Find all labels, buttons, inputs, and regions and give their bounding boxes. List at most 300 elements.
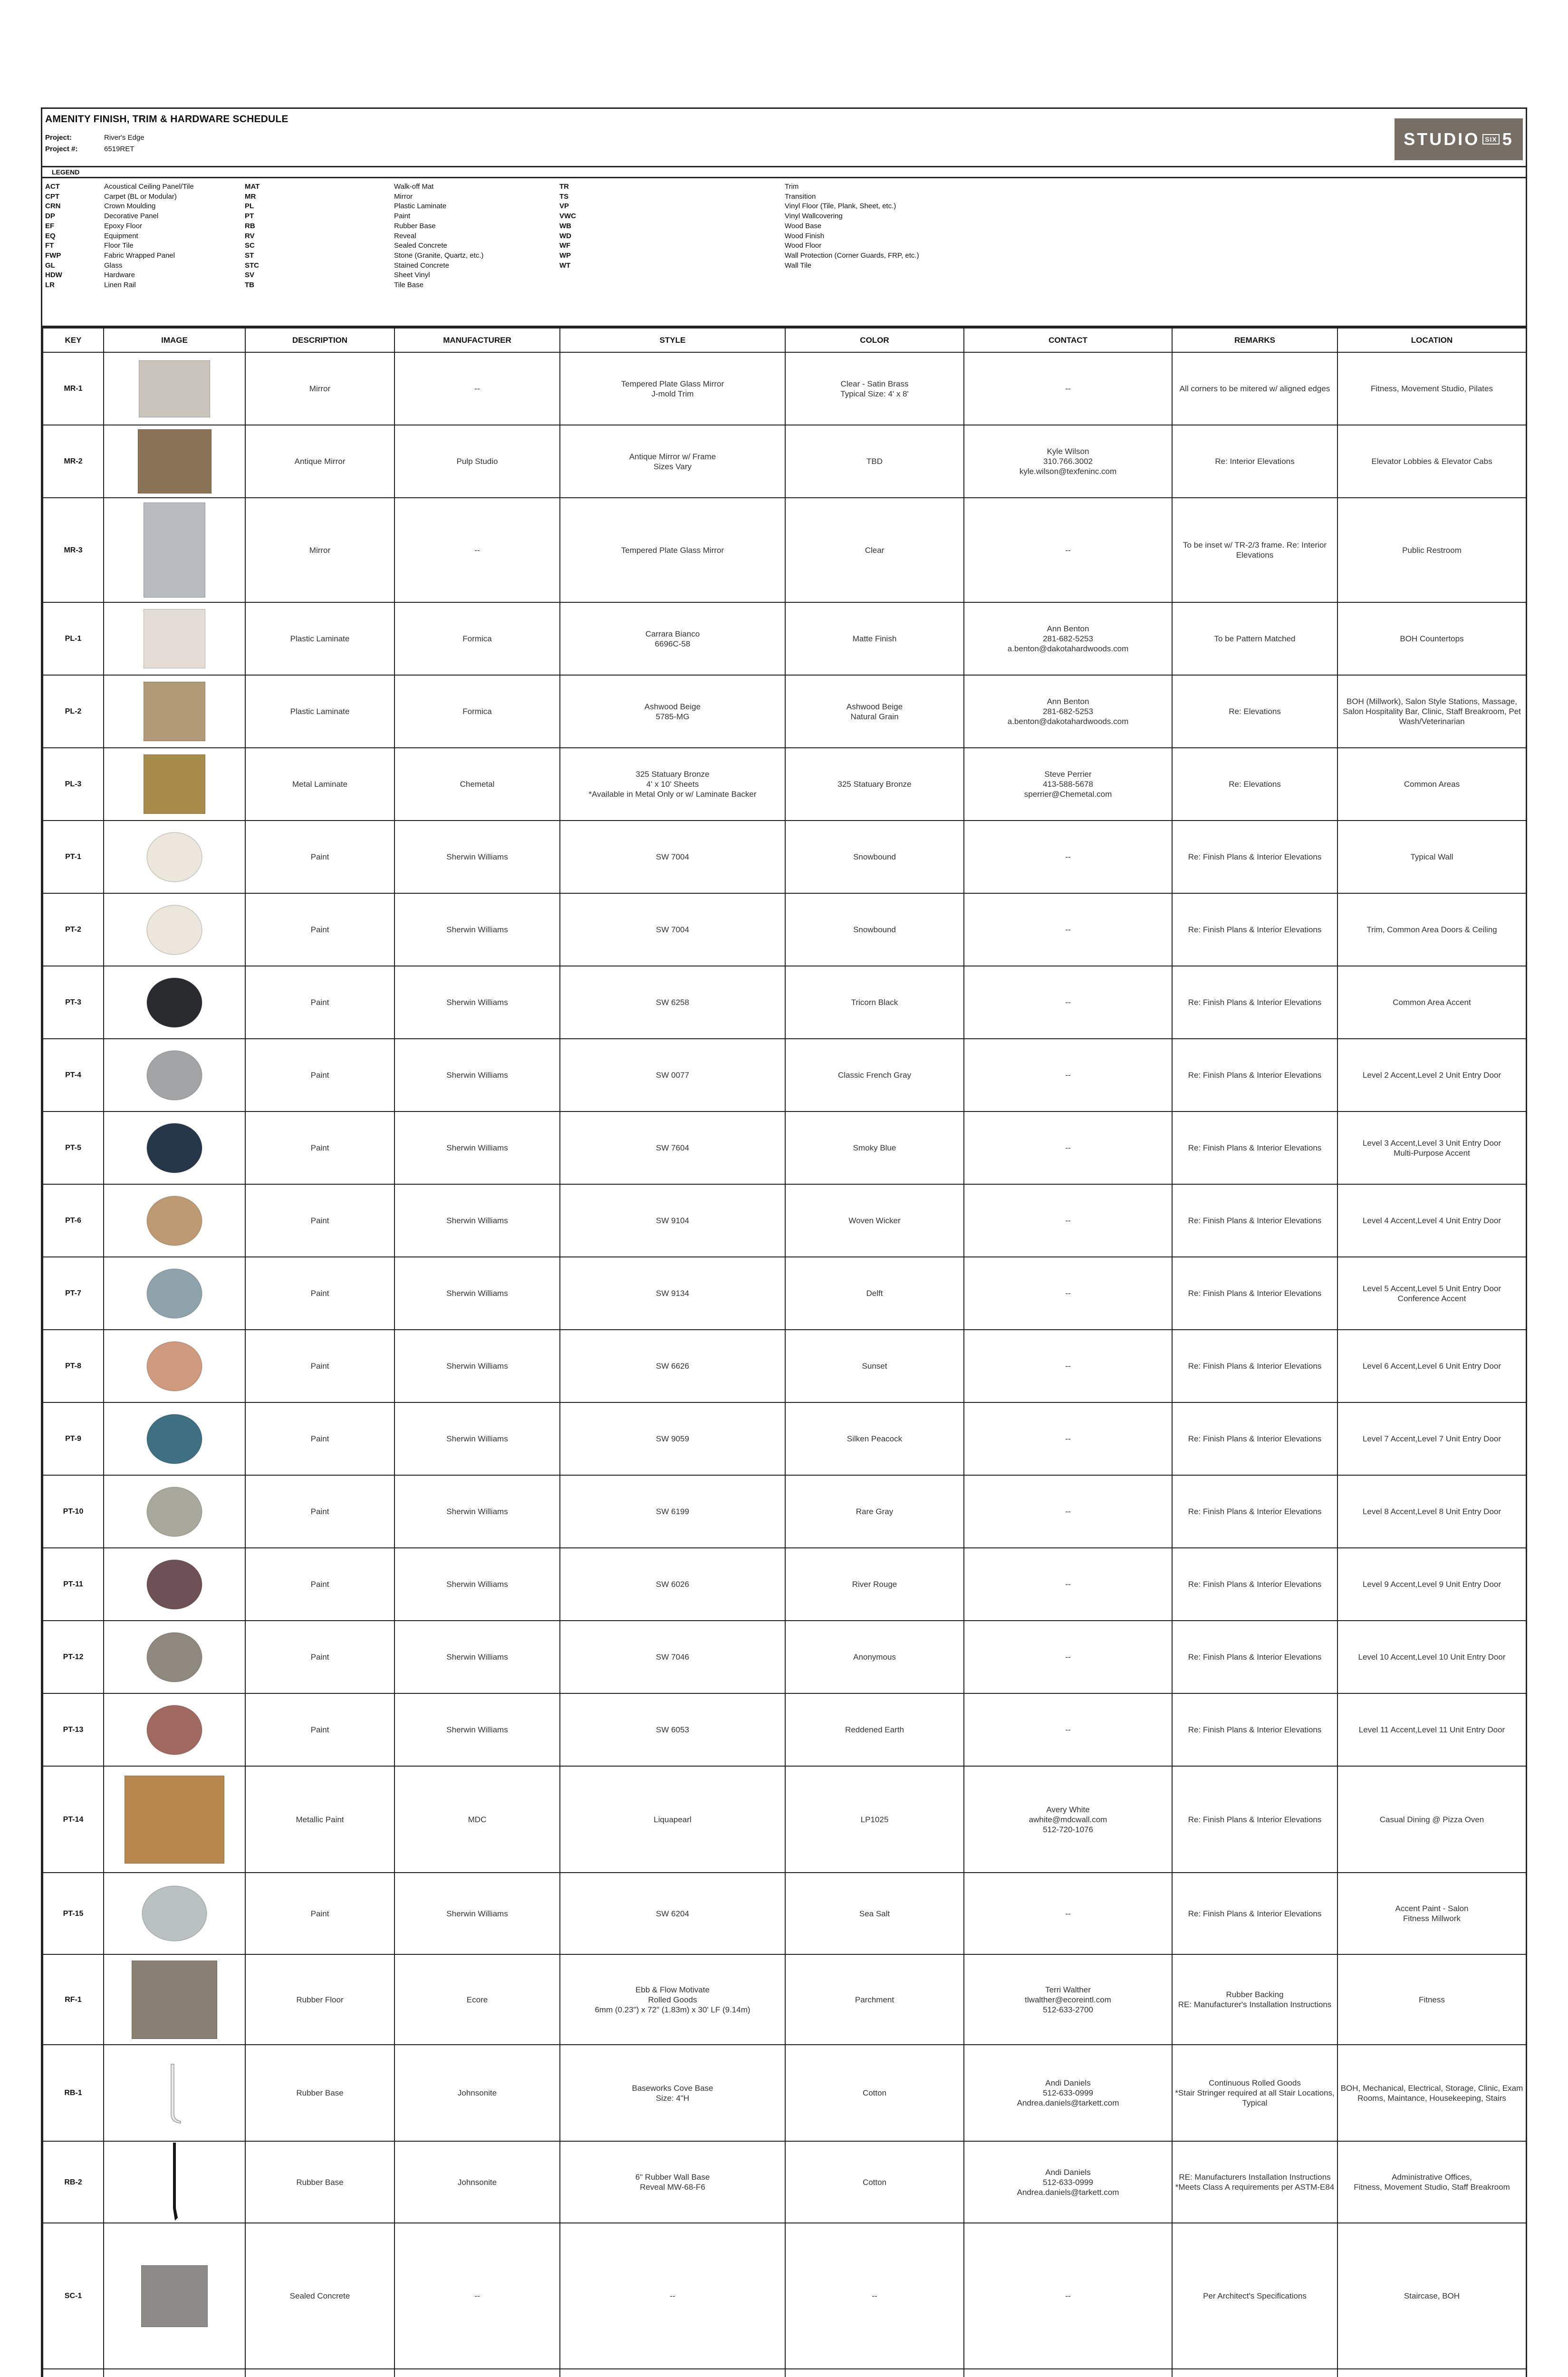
legend-code: SV [245,271,255,280]
color-text: Clear - Satin Brass Typical Size: 4' x 8' [840,379,909,398]
cell-contact [964,893,1172,966]
cell-description [245,821,394,893]
column-header-remarks: REMARKS [1172,328,1337,352]
description-text: Rubber Base [296,2177,344,2187]
cell-style [560,1475,785,1548]
legend-description: Wood Floor [785,242,822,250]
color-text: TBD [866,457,883,466]
cell-location [1337,425,1526,498]
cell-location [1337,2141,1526,2223]
legend-description: Crown Moulding [104,202,156,211]
legend-description: Carpet (BL or Modular) [104,192,177,201]
schedule-sheet [41,107,1527,2377]
cell-color [785,1257,964,1330]
style-text: SW 6258 [656,998,689,1007]
legend-code: STC [245,261,259,270]
column-header-key: KEY [43,328,104,352]
legend-description: Equipment [104,232,138,240]
style-text: 325 Statuary Bronze 4' x 10' Sheets *Available in Metal Only or w/ Laminate Backer [588,770,757,799]
contact-text: -- [1065,1071,1071,1080]
cell-key: PT-7 [43,1257,104,1330]
remarks-text: Re: Finish Plans & Interior Elevations [1188,998,1322,1007]
cell-remarks [1172,1621,1337,1693]
table-row [43,1402,1526,1475]
schedule-title: AMENITY FINISH, TRIM & HARDWARE SCHEDULE [45,114,289,125]
cell-image [104,966,245,1039]
cell-contact [964,821,1172,893]
manufacturer-text: Sherwin Williams [446,1725,508,1734]
remarks-text: Re: Finish Plans & Interior Elevations [1188,1071,1322,1080]
remarks-text: Continuous Rolled Goods *Stair Stringer required at all Stair Locations, Typical [1175,2078,1335,2107]
legend-description: Glass [104,261,123,270]
cell-description [245,2141,394,2223]
cell-contact [964,425,1172,498]
manufacturer-text: Sherwin Williams [446,1652,508,1662]
cell-image [104,1873,245,1954]
description-text: Paint [310,1071,329,1080]
cell-remarks [1172,1475,1337,1548]
cell-image [104,1402,245,1475]
legend-code: WB [559,222,571,230]
cell-style [560,1693,785,1766]
cell-description [245,893,394,966]
legend-description: Rubber Base [394,222,436,230]
remarks-text: Re: Finish Plans & Interior Elevations [1188,1652,1322,1662]
cell-manufacturer [394,1548,560,1621]
cell-image [104,1954,245,2045]
logo-text-right: 5 [1502,129,1514,149]
cell-key: RF-1 [43,1954,104,2045]
style-text: Ebb & Flow Motivate Rolled Goods 6mm (0.23") x 72" (1.83m) x 30' LF (9.14m) [595,1985,750,2014]
legend-description: Stained Concrete [394,261,449,270]
material-swatch [170,2142,179,2222]
table-row [43,2045,1526,2141]
material-swatch [146,831,203,883]
material-swatch [141,1885,208,1942]
table-row [43,1548,1526,1621]
cell-style [560,1330,785,1402]
contact-text: -- [1065,998,1071,1007]
contact-text: -- [1065,1652,1071,1662]
cell-image [104,1039,245,1111]
legend-code: SC [245,242,255,250]
legend-description: Hardware [104,271,135,280]
cell-description [245,602,394,675]
contact-text: -- [1065,545,1071,555]
cell-description [245,352,394,425]
legend-code: VP [559,202,569,211]
color-text: Snowbound [853,925,896,934]
table-row [43,1111,1526,1184]
location-text: Public Restroom [1402,545,1462,555]
legend-code: VWC [559,212,576,221]
location-text: Elevator Lobbies & Elevator Cabs [1371,457,1492,466]
color-text: Reddened Earth [845,1725,904,1734]
cell-description [245,1693,394,1766]
remarks-text: Re: Finish Plans & Interior Elevations [1188,1216,1322,1225]
cell-color [785,675,964,748]
legend-description: Fabric Wrapped Panel [104,251,175,260]
legend-code: RB [245,222,255,230]
cell-key: PT-9 [43,1402,104,1475]
table-header-row [43,328,1526,352]
material-swatch [144,754,205,814]
manufacturer-text: Pulp Studio [456,457,498,466]
cell-style [560,1954,785,2045]
cell-image [104,1693,245,1766]
cell-image [104,352,245,425]
cell-remarks [1172,2045,1337,2141]
cell-manufacturer [394,1873,560,1954]
legend-description: Trim [785,183,799,191]
legend-description: Reveal [394,232,416,240]
cell-contact [964,1402,1172,1475]
cell-image [104,602,245,675]
description-text: Paint [310,1362,329,1371]
legend-description: Stone (Granite, Quartz, etc.) [394,251,484,260]
cell-color [785,1330,964,1402]
legend-code: PL [245,202,254,211]
cell-manufacturer [394,821,560,893]
contact-text: -- [1065,852,1071,861]
cell-image [104,1111,245,1184]
cell-manufacturer [394,675,560,748]
description-text: Paint [310,1652,329,1662]
color-text: Classic French Gray [838,1071,911,1080]
table-body [43,352,1526,2377]
description-text: Mirror [309,384,331,393]
legend-code: CPT [45,192,59,201]
contact-text: Avery White awhite@mdcwall.com 512-720-1076 [1029,1805,1107,1834]
legend-description: Wood Base [785,222,822,230]
cell-location [1337,1475,1526,1548]
color-text: Snowbound [853,852,896,861]
contact-text: -- [1065,925,1071,934]
legend-code: MAT [245,183,260,191]
style-text: SW 6053 [656,1725,689,1734]
cell-style [560,1257,785,1330]
table-row [43,498,1526,602]
cell-key: PL-3 [43,748,104,821]
legend-code: DP [45,212,55,221]
cell-location [1337,1621,1526,1693]
cell-color [785,821,964,893]
legend-code: PT [245,212,254,221]
table-row [43,675,1526,748]
project-label: Project: [45,134,72,142]
legend-title: LEGEND [42,167,1526,178]
contact-text: Ann Benton 281-682-5253 a.benton@dakotahardwoods.com [1007,697,1129,726]
legend-code: HDW [45,271,62,280]
cell-style [560,1621,785,1693]
manufacturer-text: Sherwin Williams [446,852,508,861]
material-swatch [138,429,212,493]
style-text: SW 7004 [656,925,689,934]
legend-code: WP [559,251,571,260]
cell-image [104,1475,245,1548]
description-text: Mirror [309,545,331,555]
table-row [43,1873,1526,1954]
style-text: SW 0077 [656,1071,689,1080]
description-text: Plastic Laminate [290,634,350,643]
description-text: Paint [310,1143,329,1152]
cell-contact [964,1184,1172,1257]
remarks-text: Re: Finish Plans & Interior Elevations [1188,1362,1322,1371]
cell-key: PT-4 [43,1039,104,1111]
legend-codes-2 [245,182,260,290]
column-header-description: DESCRIPTION [245,328,394,352]
manufacturer-text: Chemetal [460,780,495,789]
cell-manufacturer [394,1693,560,1766]
cell-contact [964,498,1172,602]
legend-code: ST [245,251,254,260]
cell-description [245,1330,394,1402]
legend-description: Floor Tile [104,242,134,250]
color-text: Silken Peacock [847,1434,903,1443]
location-text: Level 11 Accent,Level 11 Unit Entry Door [1358,1725,1505,1734]
cell-contact [964,1621,1172,1693]
cell-description [245,2369,394,2377]
manufacturer-text: Johnsonite [457,2088,497,2097]
legend-code: FT [45,242,54,250]
manufacturer-text: Sherwin Williams [446,1507,508,1516]
cell-description [245,1111,394,1184]
cell-description [245,1402,394,1475]
cell-style [560,1184,785,1257]
style-text: SW 9104 [656,1216,689,1225]
cell-location [1337,602,1526,675]
color-text: Sunset [862,1362,887,1371]
legend-code: ACT [45,183,60,191]
material-swatch [132,1961,217,2039]
location-text: Fitness [1419,1995,1445,2004]
cell-location [1337,498,1526,602]
legend-description: Mirror [394,192,413,201]
legend-code: GL [45,261,55,270]
cell-contact [964,1475,1172,1548]
cell-style [560,498,785,602]
remarks-text: Re: Interior Elevations [1215,457,1295,466]
manufacturer-text: Johnsonite [457,2177,497,2187]
studio-logo [1395,118,1523,160]
manufacturer-text: Sherwin Williams [446,1434,508,1443]
cell-remarks [1172,498,1337,602]
cell-image [104,748,245,821]
legend-code: EF [45,222,55,230]
table-row [43,1257,1526,1330]
remarks-text: Re: Finish Plans & Interior Elevations [1188,852,1322,861]
cell-description [245,498,394,602]
table-row [43,1954,1526,2045]
legend-code: RV [245,232,255,240]
description-text: Paint [310,1725,329,1734]
legend-description: Linen Rail [104,281,136,290]
cell-manufacturer [394,1766,560,1873]
style-text: Baseworks Cove Base Size: 4"H [632,2083,713,2103]
cell-remarks [1172,2141,1337,2223]
remarks-text: Re: Finish Plans & Interior Elevations [1188,1580,1322,1589]
logo-box: SIX [1482,134,1500,145]
cell-manufacturer [394,1475,560,1548]
material-swatch [144,609,205,668]
cell-description [245,425,394,498]
cell-location [1337,1184,1526,1257]
legend-description: Wall Tile [785,261,812,270]
style-text: SW 7004 [656,852,689,861]
cell-color [785,2045,964,2141]
remarks-text: All corners to be mitered w/ aligned edges [1179,384,1330,393]
cell-description [245,1873,394,1954]
table-row [43,2141,1526,2223]
cell-remarks [1172,1257,1337,1330]
cell-color [785,1766,964,1873]
manufacturer-text: -- [474,545,480,555]
cell-color [785,2223,964,2369]
cell-image [104,1548,245,1621]
description-text: Sealed Concrete [289,2291,350,2300]
cell-location [1337,2045,1526,2141]
remarks-text: Re: Finish Plans & Interior Elevations [1188,1909,1322,1918]
location-text: Trim, Common Area Doors & Ceiling [1366,925,1497,934]
color-text: Tricorn Black [851,998,898,1007]
color-text: -- [872,2291,877,2300]
cell-remarks [1172,1402,1337,1475]
cell-description [245,1954,394,2045]
location-text: Administrative Offices, Fitness, Movement Studio, Staff Breakroom [1354,2173,1510,2192]
cell-manufacturer [394,1330,560,1402]
cell-image [104,2045,245,2141]
manufacturer-text: Sherwin Williams [446,1071,508,1080]
color-text: Anonymous [853,1652,896,1662]
cell-style [560,748,785,821]
table-row [43,1039,1526,1111]
manufacturer-text: Sherwin Williams [446,925,508,934]
column-header-style: STYLE [560,328,785,352]
style-text: SW 6626 [656,1362,689,1371]
location-text: Level 4 Accent,Level 4 Unit Entry Door [1362,1216,1501,1225]
cell-style [560,1548,785,1621]
cell-style [560,2045,785,2141]
cell-location [1337,1402,1526,1475]
style-text: Liquapearl [654,1815,692,1824]
cell-manufacturer [394,893,560,966]
cell-location [1337,352,1526,425]
cell-style [560,352,785,425]
table-row [43,1766,1526,1873]
contact-text: -- [1065,1909,1071,1918]
cell-remarks [1172,1330,1337,1402]
description-text: Rubber Base [296,2088,344,2097]
style-text: Tempered Plate Glass Mirror [621,545,724,555]
description-text: Paint [310,998,329,1007]
manufacturer-text: Sherwin Williams [446,1289,508,1298]
legend-code: WT [559,261,571,270]
cell-location [1337,821,1526,893]
cell-location [1337,1039,1526,1111]
cell-contact [964,1693,1172,1766]
cell-key: PT-14 [43,1766,104,1873]
cell-key: MR-1 [43,352,104,425]
cell-contact [964,1257,1172,1330]
cell-color [785,966,964,1039]
cell-key: MR-3 [43,498,104,602]
cell-location [1337,1548,1526,1621]
material-swatch [141,2265,208,2327]
legend [42,178,1526,328]
logo-text-left: STUDIO [1404,129,1480,149]
cell-remarks [1172,748,1337,821]
cell-style [560,2223,785,2369]
cell-manufacturer [394,425,560,498]
cell-description [245,1766,394,1873]
contact-text: Andi Daniels 512-633-0999 Andrea.daniels@tarkett.com [1017,2078,1119,2107]
style-text: SW 6204 [656,1909,689,1918]
cell-key: PL-1 [43,602,104,675]
cell-image [104,425,245,498]
cell-contact [964,602,1172,675]
remarks-text: Re: Finish Plans & Interior Elevations [1188,1289,1322,1298]
location-text: Level 9 Accent,Level 9 Unit Entry Door [1362,1580,1501,1589]
project-number-label: Project #: [45,145,78,153]
location-text: Level 5 Accent,Level 5 Unit Entry Door Conference Accent [1362,1284,1501,1303]
legend-codes-3 [559,182,576,271]
cell-key: PT-11 [43,1548,104,1621]
contact-text: -- [1065,1507,1071,1516]
color-text: Matte Finish [852,634,897,643]
cell-contact [964,1766,1172,1873]
cell-location [1337,893,1526,966]
legend-description: Wall Protection (Corner Guards, FRP, etc.) [785,251,919,260]
cell-location [1337,966,1526,1039]
cell-style [560,602,785,675]
manufacturer-text: Sherwin Williams [446,1909,508,1918]
contact-text: Terri Walther tlwalther@ecoreintl.com 512-633-2700 [1025,1985,1111,2014]
cell-color [785,1621,964,1693]
manufacturer-text: -- [474,2291,480,2300]
column-header-location: LOCATION [1337,328,1526,352]
cell-description [245,675,394,748]
style-text: SW 7604 [656,1143,689,1152]
cell-contact [964,2045,1172,2141]
manufacturer-text: Sherwin Williams [446,998,508,1007]
cell-style [560,675,785,748]
cell-location [1337,2369,1526,2377]
table-row [43,425,1526,498]
material-swatch [167,2062,182,2124]
cell-description [245,2045,394,2141]
color-text: Parchment [855,1995,895,2004]
contact-text: -- [1065,1434,1071,1443]
remarks-text: To be Pattern Matched [1214,634,1296,643]
cell-manufacturer [394,1954,560,2045]
cell-location [1337,1330,1526,1402]
cell-style [560,1402,785,1475]
cell-manufacturer [394,498,560,602]
cell-description [245,1621,394,1693]
location-text: Level 6 Accent,Level 6 Unit Entry Door [1362,1362,1501,1371]
cell-color [785,1873,964,1954]
remarks-text: RE: Manufacturers Installation Instructions *Meets Class A requirements per ASTM-E84 [1175,2173,1335,2192]
cell-contact [964,748,1172,821]
cell-manufacturer [394,966,560,1039]
description-text: Paint [310,1909,329,1918]
manufacturer-text: Sherwin Williams [446,1216,508,1225]
legend-descs-2 [394,182,483,290]
cell-description [245,1184,394,1257]
material-swatch [146,1559,203,1610]
cell-style [560,2369,785,2377]
manufacturer-text: Ecore [466,1995,488,2004]
